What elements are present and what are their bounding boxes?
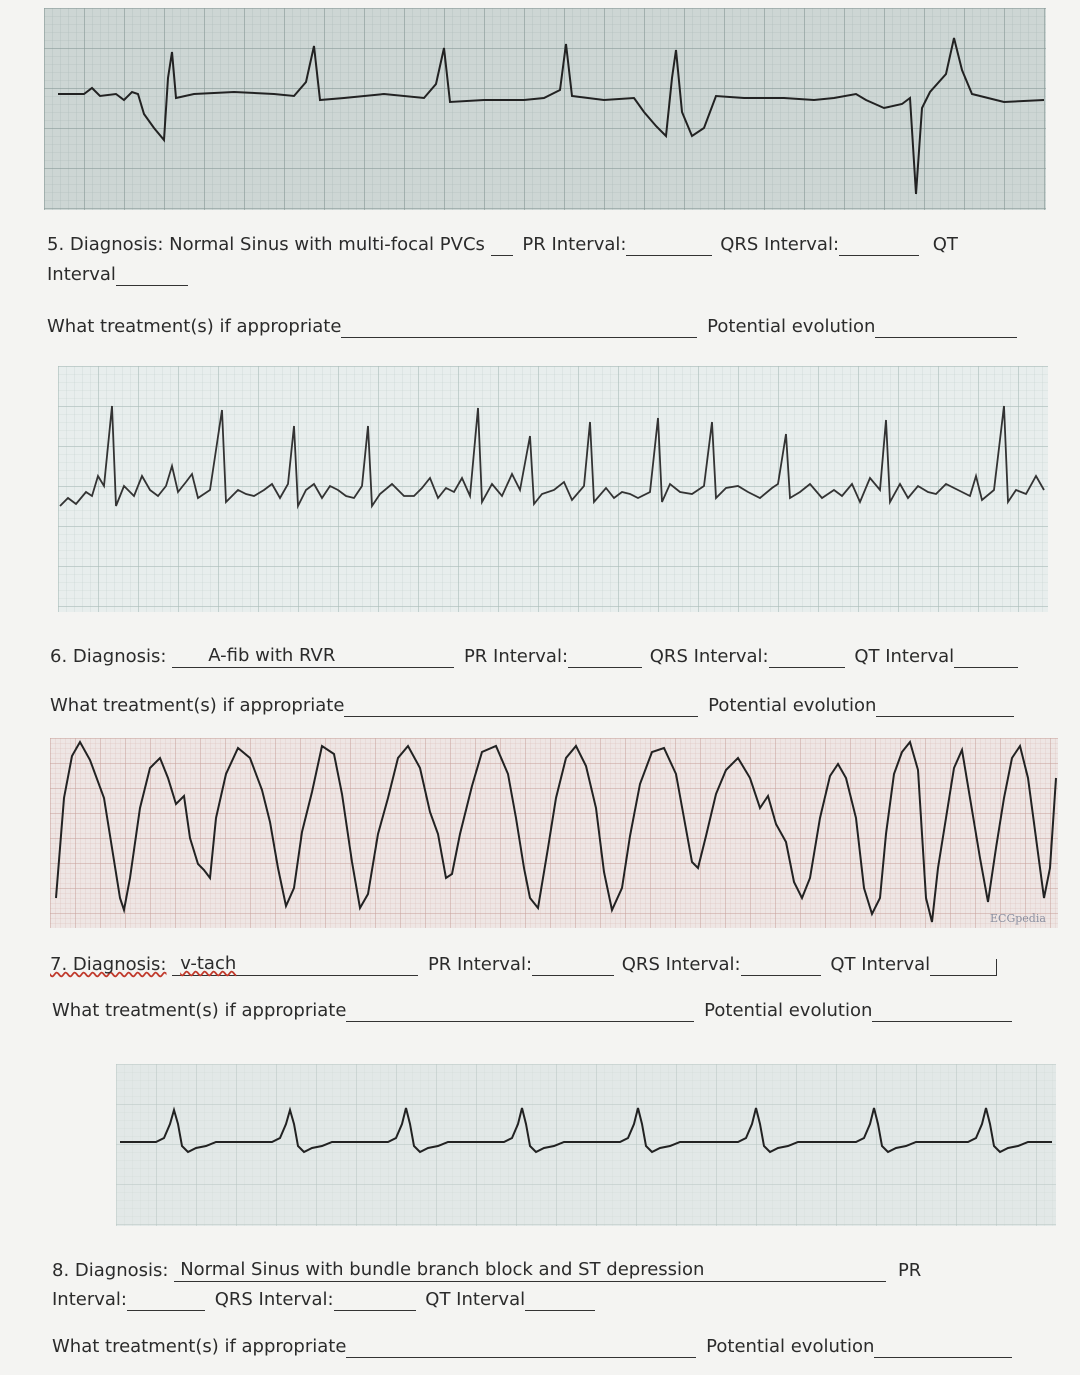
- q8-diagnosis-answer-text: Normal Sinus with bundle branch block and ST depression: [180, 1259, 705, 1280]
- q5-treatment-line: [47, 316, 1017, 338]
- q5-qrs-label: QRS Interval:: [720, 234, 840, 255]
- q5-qt-label-b: Interval: [47, 264, 116, 285]
- ecg-trace-8: [116, 1064, 1056, 1226]
- q6-diagnosis-answer-text: A-fib with RVR: [208, 645, 336, 666]
- ecg-strip-6: [58, 366, 1048, 612]
- q8-pr-label-a: PR: [897, 1260, 922, 1281]
- q8-diagnosis-line: [52, 1259, 921, 1282]
- q6-diagnosis-label: 6. Diagnosis:: [50, 646, 167, 667]
- ecg-watermark: ECGpedia: [990, 912, 1046, 925]
- q6-qt-label: QT Interval: [854, 646, 955, 667]
- q6-qrs-label: QRS Interval:: [649, 646, 769, 667]
- q6-pr-field[interactable]: [568, 651, 642, 668]
- ecg-strip-5: [44, 8, 1046, 210]
- q8-diagnosis-label: 8. Diagnosis:: [52, 1260, 169, 1281]
- q7-pr-field[interactable]: [532, 959, 614, 976]
- q5-diagnosis-line: [47, 234, 958, 256]
- q5-diagnosis-answer-field[interactable]: [491, 239, 513, 256]
- q7-diagnosis-line: [50, 953, 997, 976]
- q5-qt-line: [47, 264, 188, 286]
- q5-treatment-field[interactable]: [341, 321, 697, 338]
- q7-diagnosis-answer-text: v-tach: [180, 953, 237, 974]
- q7-qrs-label: QRS Interval:: [621, 954, 741, 975]
- ecg-trace-6: [58, 366, 1048, 612]
- q7-treatment-label: What treatment(s) if appropriate: [52, 1000, 347, 1021]
- q8-evolution-label: Potential evolution: [706, 1336, 875, 1357]
- q8-pr-field[interactable]: [127, 1294, 205, 1311]
- q5-evolution-field[interactable]: [875, 321, 1017, 338]
- q5-qt-field[interactable]: [116, 269, 188, 286]
- q7-qrs-field[interactable]: [741, 959, 821, 976]
- q5-diagnosis-label: 5. Diagnosis: Normal Sinus with multi-focal PVCs: [47, 234, 485, 255]
- q6-qrs-field[interactable]: [769, 651, 845, 668]
- q7-treatment-line: [52, 1000, 1012, 1022]
- q6-treatment-field[interactable]: [344, 700, 698, 717]
- q6-diagnosis-answer[interactable]: [172, 645, 454, 668]
- q7-diagnosis-label: 7. Diagnosis:: [50, 954, 167, 975]
- q6-diagnosis-line: [50, 645, 1018, 668]
- ecg-strip-8: [116, 1064, 1056, 1226]
- q8-qt-label: QT Interval: [425, 1289, 526, 1310]
- q7-diagnosis-answer[interactable]: [172, 953, 418, 976]
- q6-treatment-label: What treatment(s) if appropriate: [50, 695, 345, 716]
- q8-qrs-field[interactable]: [334, 1294, 416, 1311]
- q8-treatment-field[interactable]: [346, 1341, 696, 1358]
- q7-qt-field[interactable]: [930, 959, 997, 976]
- q5-evolution-label: Potential evolution: [707, 316, 876, 337]
- ecg-strip-7: [50, 738, 1058, 928]
- q7-pr-label: PR Interval:: [427, 954, 533, 975]
- q7-treatment-field[interactable]: [346, 1005, 694, 1022]
- q7-evolution-field[interactable]: [872, 1005, 1012, 1022]
- q5-treatment-label: What treatment(s) if appropriate: [47, 316, 342, 337]
- q6-pr-label: PR Interval:: [463, 646, 569, 667]
- q8-qt-field[interactable]: [525, 1294, 595, 1311]
- q8-treatment-label: What treatment(s) if appropriate: [52, 1336, 347, 1357]
- ecg-trace-7: [50, 738, 1058, 928]
- q6-evolution-label: Potential evolution: [708, 695, 877, 716]
- q8-interval-line: [52, 1289, 595, 1311]
- q5-pr-field[interactable]: [626, 239, 712, 256]
- q8-qrs-label: QRS Interval:: [214, 1289, 334, 1310]
- q6-qt-field[interactable]: [954, 651, 1018, 668]
- q7-evolution-label: Potential evolution: [704, 1000, 873, 1021]
- q6-evolution-field[interactable]: [876, 700, 1014, 717]
- q8-evolution-field[interactable]: [874, 1341, 1012, 1358]
- q5-qt-label-a: QT: [932, 234, 958, 255]
- q6-treatment-line: [50, 695, 1014, 717]
- q7-qt-label: QT Interval: [830, 954, 931, 975]
- q5-qrs-field[interactable]: [839, 239, 919, 256]
- q8-diagnosis-answer[interactable]: [174, 1259, 886, 1282]
- q8-treatment-line: [52, 1336, 1012, 1358]
- ecg-trace-5: [44, 8, 1046, 210]
- q8-pr-label-b: Interval:: [52, 1289, 127, 1310]
- q5-pr-label: PR Interval:: [522, 234, 627, 255]
